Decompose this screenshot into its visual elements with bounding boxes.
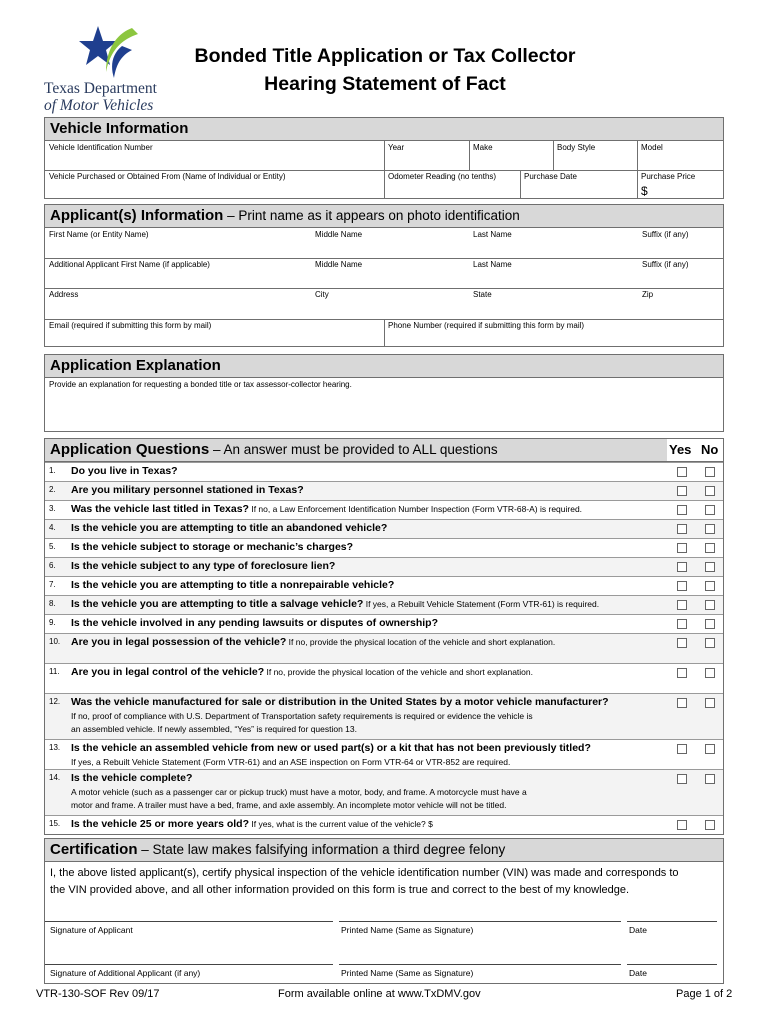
question-text: Is the vehicle an assembled vehicle from new or used part(s) or a kit that has not been previously titled? [71,742,591,754]
question-note: If yes, what is the current value of the vehicle? $ [249,819,433,829]
question-detail: an assembled vehicle. If newly assembled, “Yes” is required for question 13. [71,724,358,734]
yes-checkbox[interactable] [677,744,687,754]
printed-name-line-2[interactable] [339,964,621,965]
currency-symbol: $ [641,184,648,198]
certification-section [44,838,724,984]
question-note: If no, provide the physical location of the vehicle and short explanation. [264,667,533,677]
question-number: 5. [49,542,56,551]
no-checkbox[interactable] [705,505,715,515]
no-checkbox[interactable] [705,638,715,648]
applicant-signature-label: Signature of Applicant [50,925,133,935]
certification-heading: Certification – State law makes falsifying information a third degree felony [45,839,723,862]
question-row [45,576,723,595]
no-checkbox[interactable] [705,600,715,610]
applicant-information-section [44,204,724,347]
question-row [45,538,723,557]
no-checkbox[interactable] [705,467,715,477]
vehicle-information-section [44,117,724,199]
agency-name-line1: Texas Department [44,80,157,97]
question-number: 11. [49,667,60,676]
question-number: 10. [49,637,61,646]
question-number: 12. [49,697,61,706]
yes-checkbox[interactable] [677,581,687,591]
yes-checkbox[interactable] [677,562,687,572]
question-number: 6. [49,561,56,570]
purchased-from-field[interactable]: Vehicle Purchased or Obtained From (Name of Individual or Entity) [49,172,286,181]
date-label-2: Date [629,968,647,978]
no-checkbox[interactable] [705,774,715,784]
form-title-line2: Hearing Statement of Fact [264,73,506,95]
phone-field[interactable]: Phone Number (required if submitting this form by mail) [388,321,585,330]
date-label: Date [629,925,647,935]
question-row [45,663,723,693]
yes-checkbox[interactable] [677,467,687,477]
email-field[interactable]: Email (required if submitting this form by mail) [49,321,212,330]
yes-checkbox[interactable] [677,524,687,534]
no-checkbox[interactable] [705,562,715,572]
body-style-field[interactable]: Body Style [557,143,596,152]
question-number: 3. [49,504,56,513]
question-row [45,519,723,538]
question-detail: If no, proof of compliance with U.S. Department of Transportation safety requirements is required or evidence the vehicle is [71,711,533,721]
question-text: Is the vehicle you are attempting to title a salvage vehicle? If yes, a Rebuilt Vehicle Statement (Form VTR-61) is required. [71,598,600,610]
explanation-field[interactable]: Provide an explanation for requesting a bonded title or tax assessor-collector hearing. [49,380,352,389]
city-field[interactable]: City [315,290,329,299]
no-checkbox[interactable] [705,543,715,553]
yes-checkbox[interactable] [677,600,687,610]
first-name-field[interactable]: First Name (or Entity Name) [49,230,149,239]
question-row [45,633,723,663]
purchase-date-field[interactable]: Purchase Date [524,172,577,181]
form-title-line1: Bonded Title Application or Tax Collector [194,45,576,67]
question-number: 1. [49,466,56,475]
yes-checkbox[interactable] [677,486,687,496]
yes-checkbox[interactable] [677,820,687,830]
suffix-field[interactable]: Suffix (if any) [642,230,689,239]
additional-first-name-field[interactable]: Additional Applicant First Name (if applicable) [49,260,210,269]
application-explanation-heading: Application Explanation [45,355,723,378]
question-row [45,557,723,576]
question-number: 2. [49,485,56,494]
no-checkbox[interactable] [705,486,715,496]
address-field[interactable]: Address [49,290,79,299]
question-text: Do you live in Texas? [71,465,178,477]
application-explanation-section [44,354,724,432]
question-row [45,500,723,519]
no-checkbox[interactable] [705,619,715,629]
purchase-price-field[interactable]: Purchase Price [641,172,696,181]
date-line-2[interactable] [627,964,717,965]
no-column-label: No [701,442,719,457]
no-checkbox[interactable] [705,820,715,830]
yes-checkbox[interactable] [677,638,687,648]
zip-field[interactable]: Zip [642,290,654,299]
odometer-field[interactable]: Odometer Reading (no tenths) [388,172,497,181]
question-text: Is the vehicle 25 or more years old? If yes, what is the current value of the vehicle? $ [71,818,433,830]
middle-name-field[interactable]: Middle Name [315,230,363,239]
form-id: VTR-130-SOF Rev 09/17 [36,988,160,1000]
additional-last-name-field[interactable]: Last Name [473,260,512,269]
question-number: 4. [49,523,56,532]
question-text: Was the vehicle last titled in Texas? If no, a Law Enforcement Identification Number Inspection (Form VTR-68-A) is required. [71,503,583,515]
yes-checkbox[interactable] [677,774,687,784]
question-row [45,481,723,500]
applicant-signature-line[interactable] [45,921,333,922]
additional-signature-label: Signature of Additional Applicant (if any) [50,968,201,978]
question-number: 15. [49,819,61,828]
question-detail: motor and frame. A trailer must have a bed, frame, and axle assembly. An incomplete motor vehicle will not be titled. [71,800,507,810]
no-checkbox[interactable] [705,668,715,678]
question-number: 9. [49,618,56,627]
question-number: 14. [49,773,61,782]
question-text: Are you in legal control of the vehicle? If no, provide the physical location of the vehicle and short explanation. [71,666,533,678]
no-checkbox[interactable] [705,744,715,754]
page-number: Page 1 of 2 [676,988,733,1000]
yes-checkbox[interactable] [677,619,687,629]
question-row [45,815,723,834]
question-detail: A motor vehicle (such as a passenger car or pickup truck) must have a motor, body, and frame. A motorcycle must have a [71,787,527,797]
model-field[interactable]: Model [641,143,663,152]
application-questions-section [44,438,724,835]
question-row [45,739,723,769]
no-checkbox[interactable] [705,524,715,534]
year-field[interactable]: Year [388,143,405,152]
txdmv-logo [40,22,180,116]
question-text: Is the vehicle you are attempting to title an abandoned vehicle? [71,522,388,534]
star-logo-icon [76,22,142,80]
yes-column-label: Yes [669,442,692,457]
application-questions-heading: Application Questions – An answer must be provided to ALL questions Yes No [45,439,723,462]
certification-statement: I, the above listed applicant(s), certify physical inspection of the vehicle identification number (VIN) was made and corresponds to the VIN provided above, and all other information provided on this form is true and correct to the best of my knowledge. [50,867,679,896]
question-note: If no, provide the physical location of the vehicle and short explanation. [286,637,556,647]
question-text: Are you in legal possession of the vehicle? If no, provide the physical location of the vehicle and short explanation. [71,636,556,648]
make-field[interactable]: Make [473,143,493,152]
question-row [45,693,723,739]
question-detail: If yes, a Rebuilt Vehicle Statement (Form VTR-61) and an ASE inspection on Form VTR-64 or VTR-852 are required. [71,757,511,767]
printed-name-line[interactable] [339,921,621,922]
question-row [45,614,723,633]
additional-suffix-field[interactable]: Suffix (if any) [642,260,689,269]
question-text: Was the vehicle manufactured for sale or distribution in the United States by a motor vehicle manufacturer? [71,696,609,708]
no-checkbox[interactable] [705,581,715,591]
question-text: Are you military personnel stationed in Texas? [71,484,304,496]
question-number: 13. [49,743,61,752]
vin-field[interactable]: Vehicle Identification Number [49,143,153,152]
printed-name-label: Printed Name (Same as Signature) [341,925,474,935]
question-row [45,769,723,815]
question-note: If no, a Law Enforcement Identification Number Inspection (Form VTR-68-A) is required. [248,504,583,514]
question-text: Is the vehicle you are attempting to title a nonrepairable vehicle? [71,579,395,591]
printed-name-label-2: Printed Name (Same as Signature) [341,968,474,978]
state-field[interactable]: State [473,290,492,299]
question-row [45,595,723,614]
question-row [45,462,723,481]
form-availability: Form available online at www.TxDMV.gov [278,988,481,1000]
yes-checkbox[interactable] [677,698,687,708]
question-number: 7. [49,580,56,589]
question-text: Is the vehicle subject to any type of foreclosure lien? [71,560,336,572]
no-checkbox[interactable] [705,698,715,708]
vehicle-information-heading: Vehicle Information [45,118,723,141]
yes-checkbox[interactable] [677,668,687,678]
applicant-information-heading: Applicant(s) Information – Print name as it appears on photo identification [45,205,723,228]
last-name-field[interactable]: Last Name [473,230,512,239]
additional-middle-name-field[interactable]: Middle Name [315,260,363,269]
date-line[interactable] [627,921,717,922]
additional-signature-line[interactable] [45,964,333,965]
agency-name-line2: of Motor Vehicles [44,97,154,114]
yes-checkbox[interactable] [677,505,687,515]
question-number: 8. [49,599,56,608]
question-text: Is the vehicle subject to storage or mechanic’s charges? [71,541,354,553]
question-text: Is the vehicle complete? [71,772,193,784]
yes-checkbox[interactable] [677,543,687,553]
question-note: If yes, a Rebuilt Vehicle Statement (Form VTR-61) is required. [363,599,600,609]
question-text: Is the vehicle involved in any pending lawsuits or disputes of ownership? [71,617,438,629]
